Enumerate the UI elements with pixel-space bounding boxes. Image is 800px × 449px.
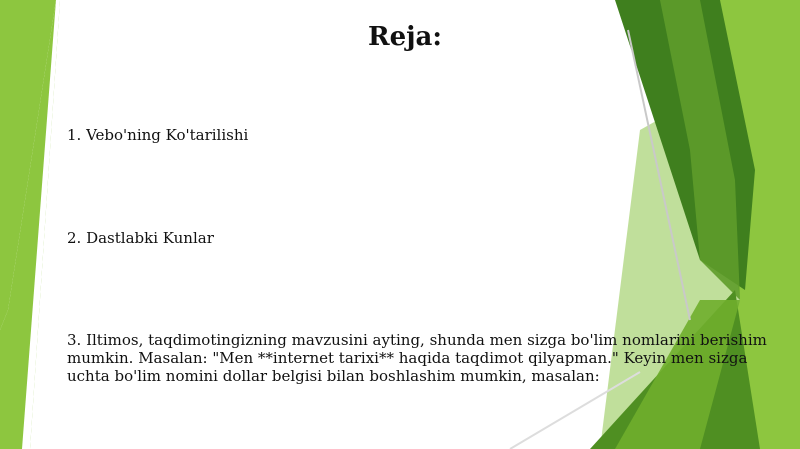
- slide-title: Reja:: [367, 22, 442, 52]
- list-item: 2. Dastlabki Kunlar: [67, 229, 214, 247]
- list-item: 1. Vebo'ning Ko'tarilishi: [67, 126, 249, 144]
- list-item: 3. Iltimos, taqdimotingizning mavzusini ayting, shunda men sizga bo'lim nomlarini berishim mumkin. Masalan: "Men **internet tarixi** haqida taqdimot qilyapman." Keyin men sizga uchta bo'lim nomini dollar belgisi bilan boshlashim mumkin, masalan:: [67, 331, 767, 385]
